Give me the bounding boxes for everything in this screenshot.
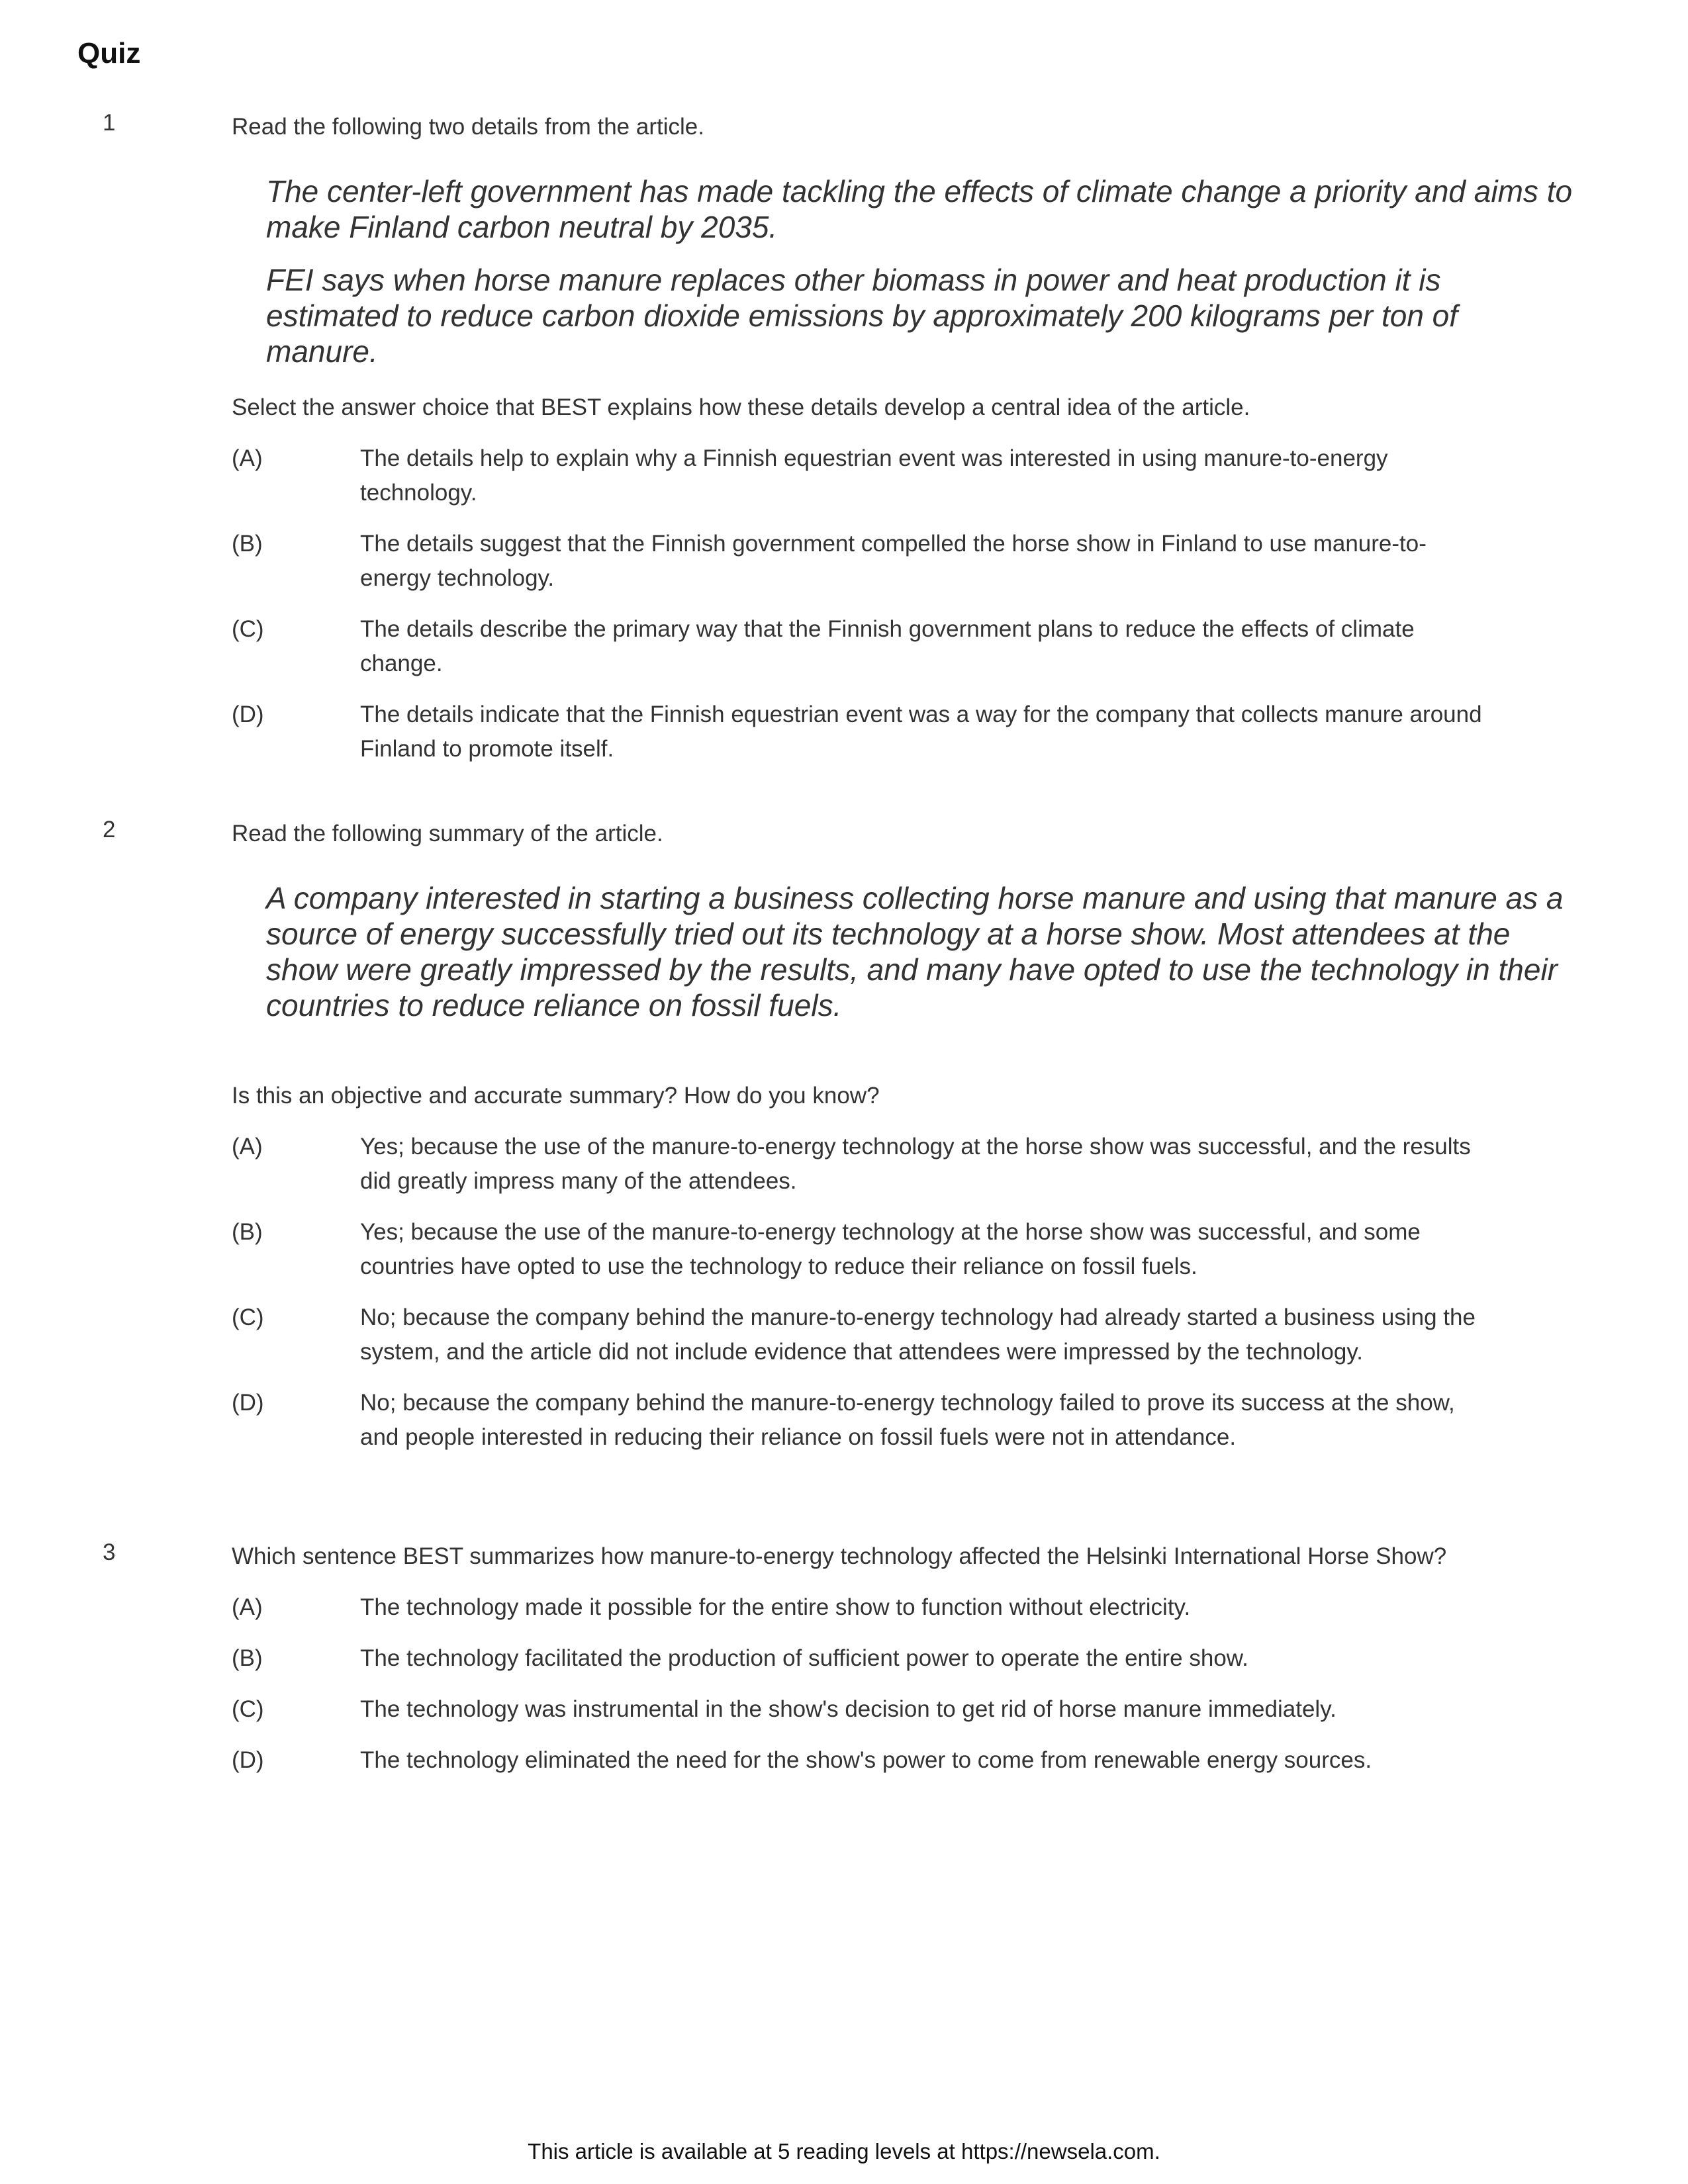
choice-text: The technology facilitated the production of sufficient power to operate the entire show.: [360, 1645, 1248, 1671]
choice-text: Yes; because the use of the manure-to-energy technology at the horse show was successful, and some countries have opted to use the technology to reduce their reliance on fossil fuels.: [360, 1219, 1421, 1279]
answer-choice-b[interactable]: [232, 1215, 1489, 1284]
answer-choices: [232, 441, 1489, 783]
quote-text: FEI says when horse manure replaces other biomass in power and heat production it is estimated to reduce carbon dioxide emissions by approximately 200 kilograms per ton of manure.: [266, 263, 1458, 369]
choice-text: Yes; because the use of the manure-to-energy technology at the horse show was successful, and the results did greatly impress many of the attendees.: [360, 1134, 1471, 1194]
choice-text: The details suggest that the Finnish government compelled the horse show in Finland to use manure-to-energy technology.: [360, 531, 1427, 591]
answer-choice-d[interactable]: [232, 698, 1489, 766]
page-title: Quiz: [77, 37, 141, 69]
answer-choice-a[interactable]: [232, 1590, 1489, 1625]
choice-text: The technology made it possible for the entire show to function without electricity.: [360, 1594, 1191, 1620]
answer-choices: [232, 1590, 1489, 1794]
choice-letter: (B): [232, 1219, 263, 1245]
question-text: Which sentence BEST summarizes how manure-to-energy technology affected the Helsinki International Horse Show?: [232, 1543, 1447, 1569]
choice-text: The technology eliminated the need for the show's power to come from renewable energy sources.: [360, 1747, 1372, 1773]
question-number: 2: [103, 817, 116, 842]
choice-text: The details describe the primary way that the Finnish government plans to reduce the effects of climate change.: [360, 616, 1415, 676]
answer-choice-c[interactable]: [232, 612, 1489, 681]
answer-choice-c[interactable]: [232, 1300, 1489, 1369]
answer-choice-a[interactable]: [232, 1130, 1489, 1199]
question-number: 1: [103, 110, 116, 136]
choice-letter: (D): [232, 1747, 264, 1773]
choice-letter: (B): [232, 1645, 263, 1671]
choice-text: No; because the company behind the manure-to-energy technology had already started a business using the system, and the article did not include evidence that attendees were impressed by the technology.: [360, 1304, 1476, 1365]
footer-note: This article is available at 5 reading levels at https://newsela.com.: [528, 2139, 1160, 2163]
quote-text: The center-left government has made tackling the effects of climate change a priority and aims to make Finland carbon neutral by 2035.: [266, 174, 1573, 244]
choice-letter: (D): [232, 1390, 264, 1416]
answer-choice-b[interactable]: [232, 1641, 1489, 1676]
answer-choices: [232, 1130, 1489, 1471]
question-text: Is this an objective and accurate summary? How do you know?: [232, 1083, 880, 1109]
question-number: 3: [103, 1539, 116, 1565]
answer-choice-c[interactable]: [232, 1692, 1489, 1727]
choice-text: The technology was instrumental in the show's decision to get rid of horse manure immediately.: [360, 1696, 1336, 1722]
choice-letter: (A): [232, 445, 263, 471]
answer-choice-b[interactable]: [232, 527, 1489, 596]
answer-choice-d[interactable]: [232, 1743, 1489, 1778]
choice-text: No; because the company behind the manure-to-energy technology failed to prove its success at the show, and people interested in reducing their reliance on fossil fuels were not in attendance.: [360, 1390, 1455, 1450]
answer-choice-d[interactable]: [232, 1386, 1489, 1455]
choice-letter: (A): [232, 1134, 263, 1160]
choice-letter: (D): [232, 702, 264, 727]
quoted-summary: [266, 880, 1577, 1040]
choice-letter: (C): [232, 616, 264, 642]
question-text: Select the answer choice that BEST explains how these details develop a central idea of the article.: [232, 394, 1250, 420]
answer-choice-a[interactable]: [232, 441, 1489, 510]
choice-text: The details indicate that the Finnish equestrian event was a way for the company that collects manure around Finland to promote itself.: [360, 702, 1482, 762]
choice-letter: (B): [232, 531, 263, 557]
quote-text: A company interested in starting a business collecting horse manure and using that manure as a source of energy successfully tried out its technology at a horse show. Most attendees at the show were greatly impressed by the results, and many have opted to use the technology in their countries to reduce reliance on fossil fuels.: [266, 881, 1564, 1023]
question-prompt: Read the following two details from the article.: [232, 114, 704, 140]
choice-letter: (C): [232, 1696, 264, 1722]
choice-text: The details help to explain why a Finnish equestrian event was interested in using manure-to-energy technology.: [360, 445, 1388, 506]
quoted-details: [266, 173, 1577, 387]
choice-letter: (C): [232, 1304, 264, 1330]
question-prompt: Read the following summary of the article.: [232, 821, 663, 846]
choice-letter: (A): [232, 1594, 263, 1620]
